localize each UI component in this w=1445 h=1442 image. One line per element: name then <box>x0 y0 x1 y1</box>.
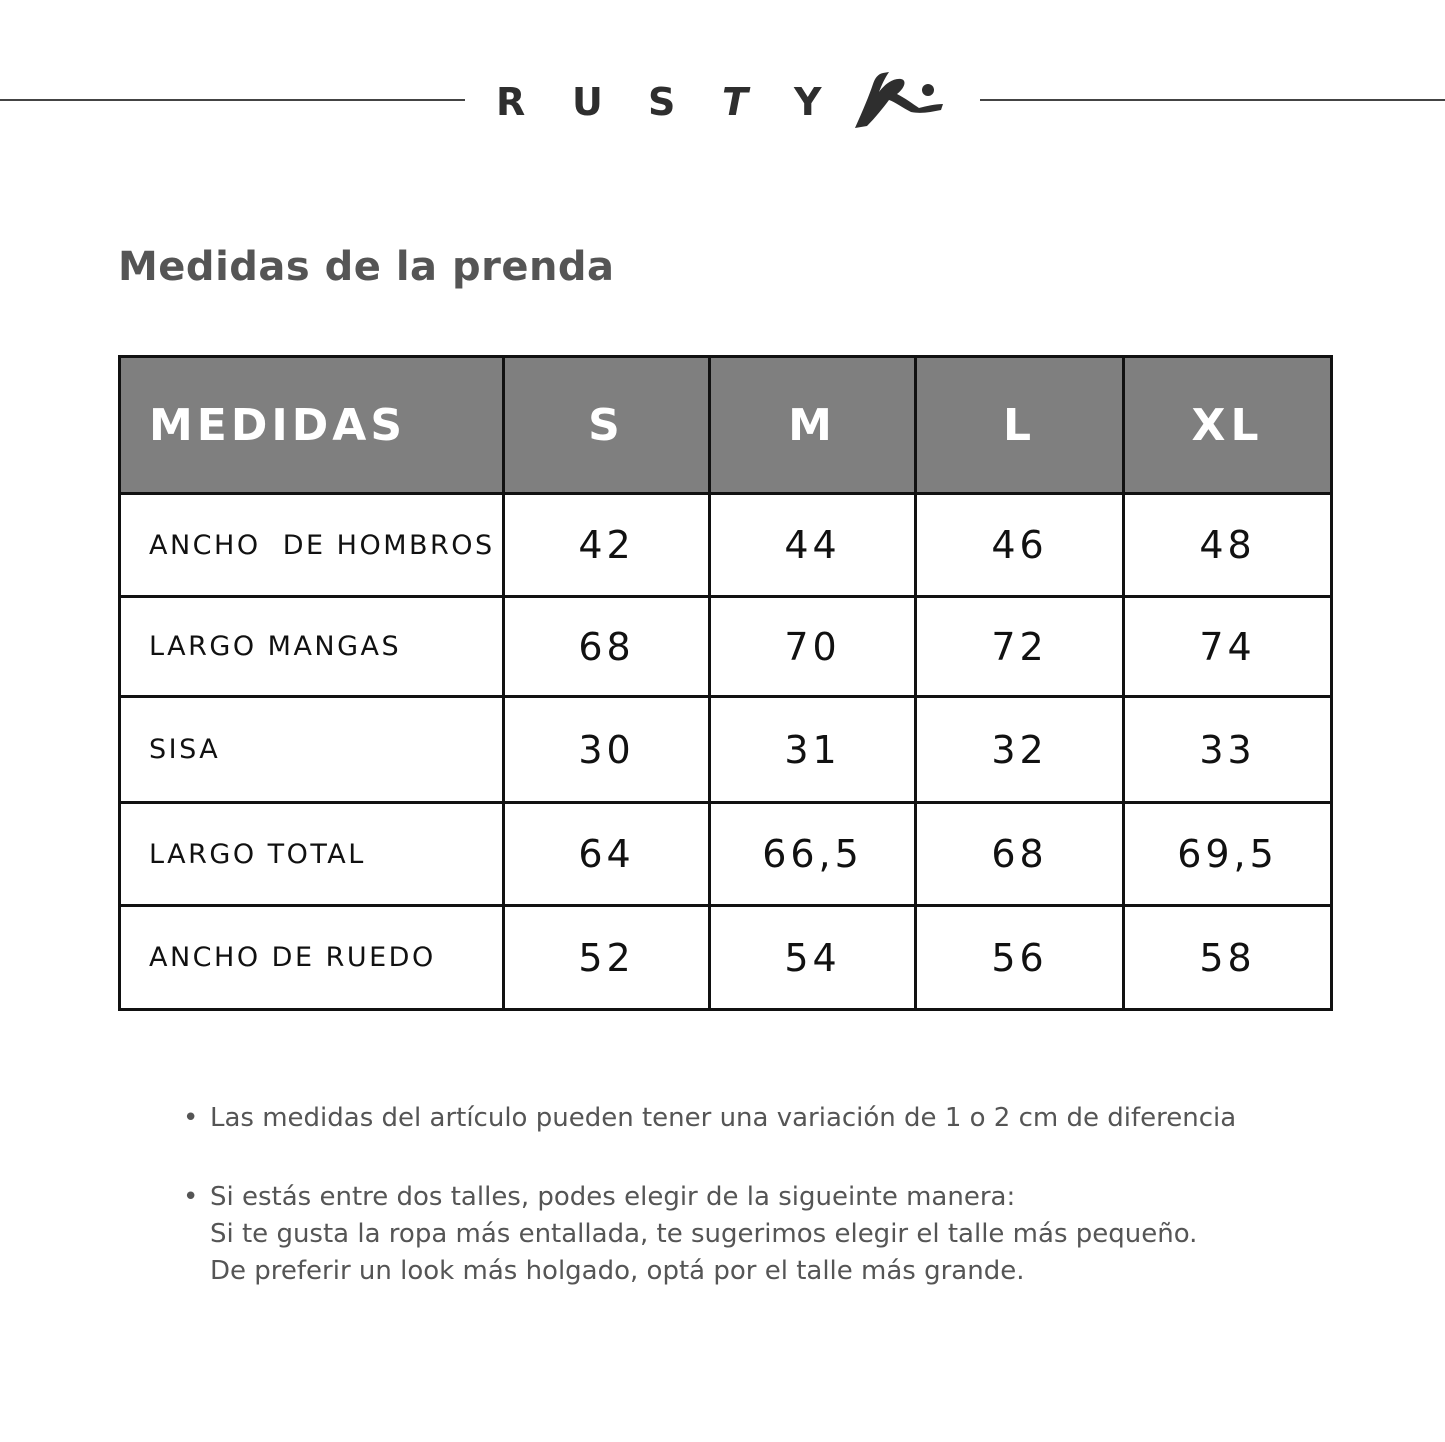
brand-letter: S <box>648 80 676 124</box>
table-cell: 31 <box>710 697 916 803</box>
brand-letter: T <box>722 80 748 124</box>
table-row <box>120 803 1332 906</box>
table-cell: 44 <box>710 494 916 597</box>
note-text: De preferir un look más holgado, optá por el talle más grande. <box>210 1256 1025 1286</box>
brand-divider-right <box>980 99 1445 101</box>
page-title: Medidas de la prenda <box>118 244 615 290</box>
table-cell: 56 <box>916 906 1124 1010</box>
table-cell: 70 <box>710 597 916 697</box>
table-cell: 33 <box>1124 697 1332 803</box>
table-cell: 66,5 <box>710 803 916 906</box>
table-row <box>120 597 1332 697</box>
note-text: Si estás entre dos talles, podes elegir de la sigueinte manera: <box>210 1182 1016 1212</box>
table-header-row <box>120 357 1332 494</box>
table-cell: 72 <box>916 597 1124 697</box>
brand-logo <box>490 74 960 134</box>
row-label: ANCHO DE HOMBROS <box>120 494 504 597</box>
table-row <box>120 906 1332 1010</box>
table-cell: 46 <box>916 494 1124 597</box>
table-cell: 68 <box>916 803 1124 906</box>
table-cell: 42 <box>504 494 710 597</box>
size-chart-table <box>118 355 1333 1011</box>
row-label: ANCHO DE RUEDO <box>120 906 504 1010</box>
rusty-r-logo-icon <box>845 70 955 132</box>
header-size-l: L <box>916 357 1124 494</box>
table-cell: 54 <box>710 906 916 1010</box>
note-item <box>183 1179 1303 1290</box>
notes-list <box>183 1100 1303 1290</box>
note-text: Las medidas del artículo pueden tener una variación de 1 o 2 cm de diferencia <box>210 1103 1237 1133</box>
row-label: LARGO TOTAL <box>120 803 504 906</box>
table-cell: 64 <box>504 803 710 906</box>
note-item <box>183 1100 1303 1137</box>
table-cell: 74 <box>1124 597 1332 697</box>
row-label: SISA <box>120 697 504 803</box>
brand-divider-left <box>0 99 465 101</box>
table-cell: 32 <box>916 697 1124 803</box>
note-text: Si te gusta la ropa más entallada, te sugerimos elegir el talle más pequeño. <box>210 1219 1198 1249</box>
brand-letter: U <box>572 80 603 124</box>
brand-letter: R <box>496 80 526 124</box>
table-row <box>120 494 1332 597</box>
header-label: MEDIDAS <box>120 357 504 494</box>
header-size-m: M <box>710 357 916 494</box>
table-cell: 30 <box>504 697 710 803</box>
table-cell: 48 <box>1124 494 1332 597</box>
brand-letter: Y <box>794 80 822 124</box>
bullet-icon: • <box>183 1182 199 1212</box>
header-size-s: S <box>504 357 710 494</box>
bullet-icon: • <box>183 1103 199 1133</box>
table-cell: 68 <box>504 597 710 697</box>
table-cell: 52 <box>504 906 710 1010</box>
table-cell: 58 <box>1124 906 1332 1010</box>
row-label: LARGO MANGAS <box>120 597 504 697</box>
header-size-xl: XL <box>1124 357 1332 494</box>
table-row <box>120 697 1332 803</box>
table-cell: 69,5 <box>1124 803 1332 906</box>
